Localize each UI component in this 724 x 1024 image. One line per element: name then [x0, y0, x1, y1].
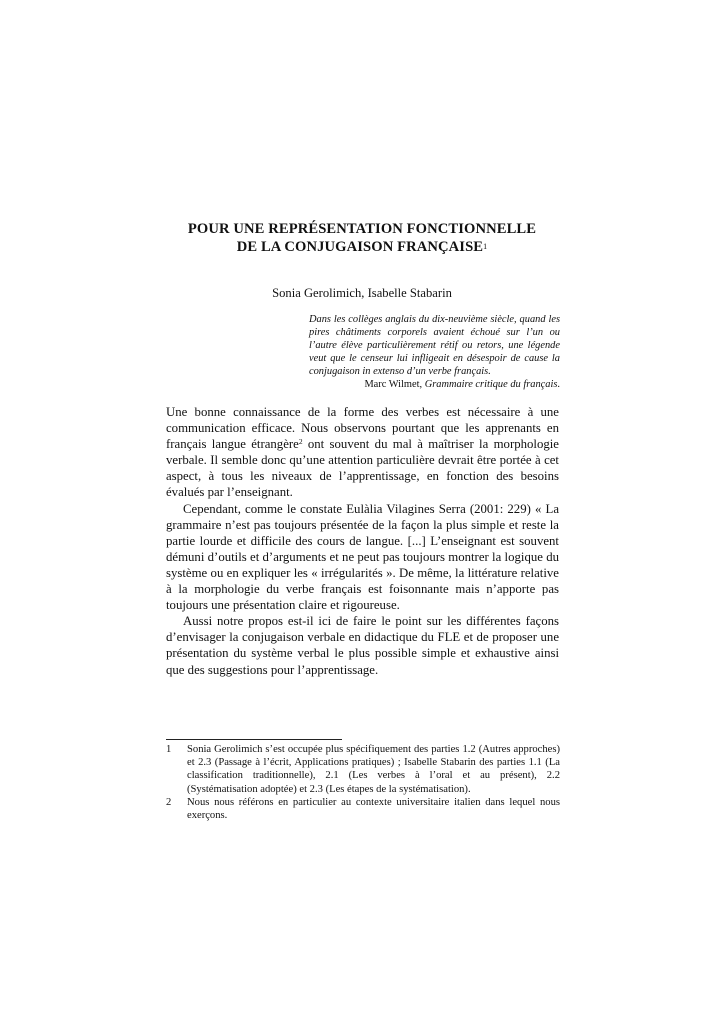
title-line-1: POUR UNE REPRÉSENTATION FONCTIONNELLE — [187, 221, 537, 237]
footnote-1-text: Sonia Gerolimich s’est occupée plus spécifiquement des parties 1.2 (Autres approches) et 2.3 (Passage à l’écrit, Applications pratiques) ; Isabelle Stabarin des parties 1.1 (La classification traditionnelle), 2.1 (Les verbes à l’oral et au présent), 2.2 (Systématisation adoptée) et 2.3 (Les étapes de la systématisation). — [187, 744, 560, 795]
epigraph — [309, 313, 560, 392]
footnote-ref-1[interactable]: 1 — [483, 241, 488, 251]
paragraph-3: Aussi notre propos est-il ici de faire le point sur les différentes façons d’envisager la conjugaison verbale en didactique du FLE et de proposer une présentation du système verbal le plus possible simple et exhaustive ainsi que des suggestions pour l’apprentissage. — [166, 614, 559, 677]
footnote-2-text: Nous nous référons en particulier au contexte universitaire italien dans lequel nous exerçons. — [187, 796, 560, 822]
footnote-2 — [166, 796, 560, 822]
title-line-2-text: DE LA CONJUGAISON FRANÇAISE — [236, 238, 484, 255]
footnote-divider — [166, 739, 342, 740]
paragraph-2: Cependant, comme le constate Eulàlia Vilagines Serra (2001: 229) « La grammaire n’est pas toujours présentée de la façon la plus simple et reste la partie lourde et difficile des cours de langue. [...] L’enseignant est souvent démuni d’outils et d’arguments et ne peut pas toujours montrer la logique du système ou en expliquer les « irrégularités ». De même, la littérature relative à la morphologie du verbe français est foisonnante mais n’apporte pas toujours une présentation claire et rigoureuse. — [166, 501, 559, 613]
paragraph-1 — [166, 404, 559, 501]
title-line-2 — [150, 239, 574, 257]
footnote-ref-2[interactable]: 2 — [298, 437, 303, 447]
epigraph-end: . — [557, 379, 560, 391]
footnote-1-number: 1 — [166, 744, 172, 755]
paragraph-1-part-b: ont souvent du mal à maîtriser la morphologie verbale. Il semble donc qu’une attention particulière devrait être portée à cet aspect, à tous les niveaux de l’apprentissage, en fonction des besoins évalués par l’enseignant. — [166, 437, 559, 500]
body-text — [166, 404, 559, 678]
paper-title — [150, 221, 574, 256]
epigraph-author: Marc Wilmet, — [364, 379, 425, 391]
epigraph-work: Grammaire critique du français — [424, 379, 558, 391]
epigraph-quote: Dans les collèges anglais du dix-neuvième siècle, quand les pires châtiments corporels avaient échoué sur l’un ou l’autre élève particulièrement rétif ou retors, une légende veut que le censeur lui infligeait en désespoir de cause la conjugaison in extenso d’un verbe français. — [309, 314, 560, 378]
author-list: Sonia Gerolimich, Isabelle Stabarin — [272, 286, 452, 300]
footnote-2-number: 2 — [166, 796, 172, 808]
footnotes — [166, 743, 560, 822]
footnote-1 — [166, 743, 560, 796]
paragraph-1-part-a: Une bonne connaissance de la forme des verbes est nécessaire à une communication efficace. Nous observons pourtant que les apprenants en français langue étrangère — [166, 405, 559, 452]
epigraph-attribution — [309, 378, 560, 391]
